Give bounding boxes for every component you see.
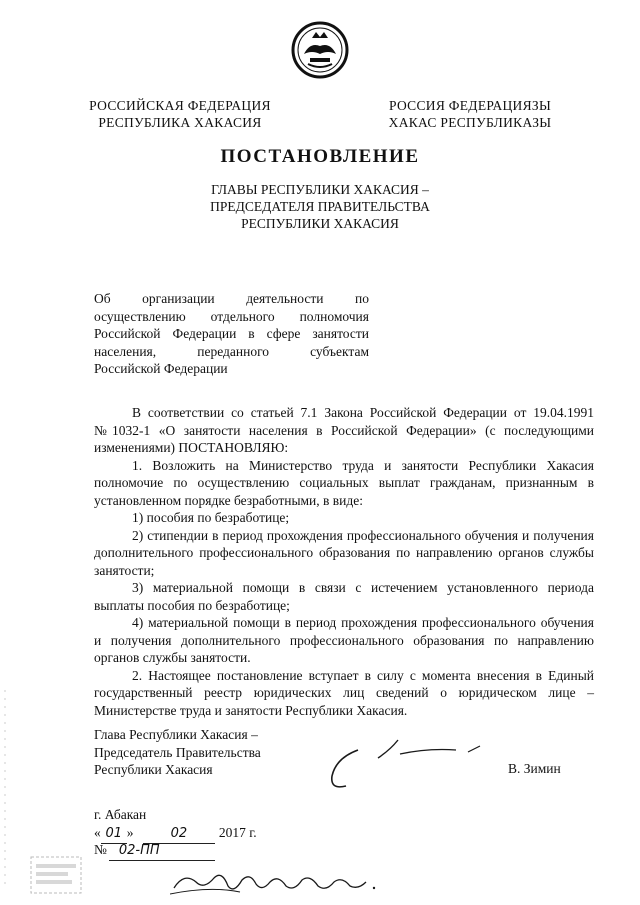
handwritten-signature — [318, 728, 488, 798]
signatory-line3: Республики Хакасия — [94, 762, 213, 777]
body-subitem-1: 1) пособия по безработице; — [132, 510, 290, 525]
date-quote-open: « — [94, 825, 101, 840]
header-left-line1: РОССИЙСКАЯ ФЕДЕРАЦИЯ — [89, 98, 271, 113]
subtitle-line1: ГЛАВЫ РЕСПУБЛИКИ ХАКАСИЯ – — [211, 182, 429, 197]
number-value: 02-ПП — [109, 842, 215, 861]
document-body — [94, 404, 594, 719]
document-subject — [94, 290, 369, 378]
header-left-line2: РЕСПУБЛИКА ХАКАСИЯ — [98, 115, 262, 130]
date-day: 01 — [101, 825, 127, 844]
scan-edge-marks — [2, 690, 8, 890]
header-right-line2: ХАКАС РЕСПУБЛИКАЗЫ — [388, 115, 552, 130]
signatory-line1: Глава Республики Хакасия – — [94, 727, 258, 742]
body-subitem-2: 2) стипендии в период прохождения профессионального обучения и получения дополнительного профессионального образования по направлению органов службы занятости; — [94, 527, 594, 578]
header-right — [370, 97, 570, 131]
republic-emblem-icon — [290, 20, 350, 80]
number-label: № — [94, 842, 107, 857]
handwritten-note — [170, 868, 380, 898]
date-year: 2017 г. — [218, 825, 257, 840]
body-item-2: 2. Настоящее постановление вступает в силу с момента внесения в Единый государственный реестр юридических лиц сведений о юридическом лице – Министерстве труда и занятости Республики Хакасия. — [94, 667, 594, 718]
body-subitem-3: 3) материальной помощи в связи с истечением установленного периода выплаты пособия по безработице; — [94, 580, 594, 613]
document-title: ПОСТАНОВЛЕНИЕ — [220, 146, 420, 167]
signatory-title — [94, 726, 324, 779]
date-quote-close: » — [126, 825, 134, 840]
body-preamble: В соответствии со статьей 7.1 Закона Российской Федерации от 19.04.1991 №1032-1 «О занятости населения в Российской Федерации» (с последующими изменениями) ПОСТАНОВЛЯЮ: — [94, 405, 594, 455]
header-right-line1: РОССИЯ ФЕДЕРАЦИЯЗЫ — [388, 98, 552, 113]
body-item-1: 1. Возложить на Министерство труда и занятости Республики Хакасия полномочие по осуществлению социальных выплат гражданам, признанным в установленном порядке безработными, в виде: — [94, 457, 594, 508]
header-left — [80, 97, 280, 131]
subject-last-line: Российской Федерации — [94, 361, 228, 376]
body-subitem-4: 4) материальной помощи в период прохождения профессионального обучения и получения дополнительного профессионального образования по направлению органов службы занятости. — [94, 615, 594, 665]
date-month: 02 — [143, 825, 215, 844]
subtitle-line2: ПРЕДСЕДАТЕЛЯ ПРАВИТЕЛЬСТВА — [210, 199, 430, 214]
signatory-name: В. Зимин — [508, 761, 561, 776]
subtitle-line3: РЕСПУБЛИКИ ХАКАСИЯ — [241, 216, 399, 231]
signatory-line2: Председатель Правительства — [94, 744, 261, 760]
document-city: г. Абакан — [94, 807, 147, 822]
document-subtitle — [140, 181, 500, 232]
document-number — [94, 841, 215, 861]
faint-stamp — [30, 856, 82, 894]
subject-text: Об организации деятельности по осуществлению отдельного полномочия Российской Федерации в сфере занятости населения, переданного субъектам — [94, 291, 369, 359]
